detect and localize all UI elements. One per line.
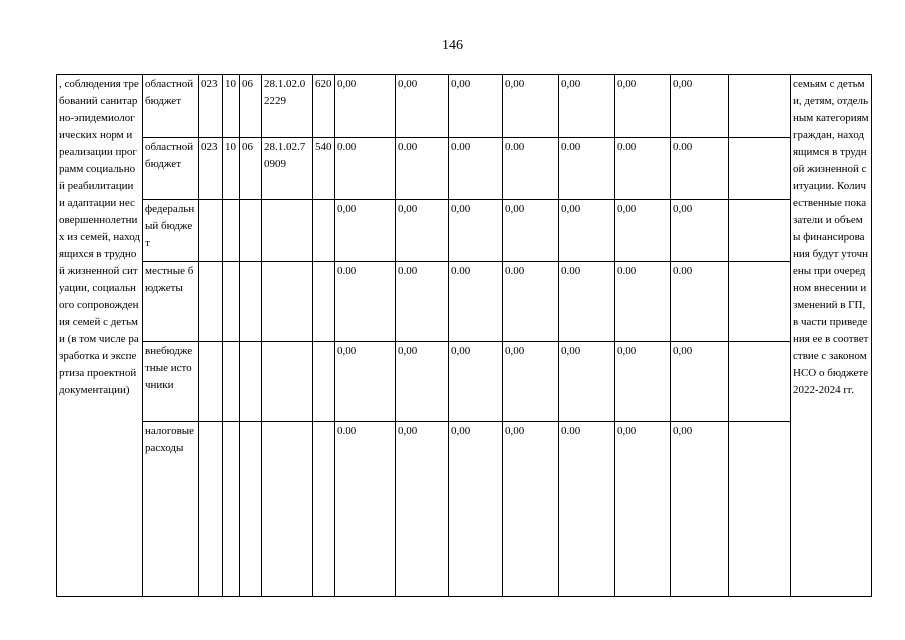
table-row (57, 138, 872, 200)
subsection-code-cell (240, 342, 262, 422)
subsection-code-cell: 06 (240, 138, 262, 200)
empty-cell (729, 200, 791, 262)
funding-source-cell: налоговые расходы (143, 422, 199, 597)
grbs-code-cell (199, 262, 223, 342)
value-cell: 0,00 (559, 200, 615, 262)
target-article-code-cell (262, 200, 313, 262)
value-cell: 0,00 (396, 422, 449, 597)
value-cell: 0.00 (671, 262, 729, 342)
value-cell: 0,00 (615, 75, 671, 138)
value-cell: 0.00 (396, 262, 449, 342)
table-row (57, 200, 872, 262)
empty-cell (729, 342, 791, 422)
value-cell: 0,00 (449, 342, 503, 422)
subsection-code-cell (240, 422, 262, 597)
value-cell: 0.00 (559, 138, 615, 200)
value-cell: 0,00 (503, 75, 559, 138)
grbs-code-cell (199, 342, 223, 422)
section-code-cell (223, 262, 240, 342)
table-row (57, 342, 872, 422)
expense-type-code-cell (313, 262, 335, 342)
value-cell: 0.00 (396, 138, 449, 200)
value-cell: 0,00 (396, 342, 449, 422)
measure-description-cell: , соблюдения требований санитарно-эпидемиологических норм и реализации программ социальной реабилитации и адаптации несовершеннолетних из семей, находящихся в трудной жизненной ситуации, социального сопровождения семей с детьми (в том числе разработка и экспертиза проектной документации) (57, 75, 143, 597)
value-cell: 0.00 (503, 138, 559, 200)
subsection-code-cell: 06 (240, 75, 262, 138)
section-code-cell (223, 200, 240, 262)
value-cell: 0.00 (615, 138, 671, 200)
value-cell: 0,00 (615, 342, 671, 422)
target-article-code-cell (262, 422, 313, 597)
value-cell: 0.00 (671, 138, 729, 200)
value-cell: 0,00 (615, 200, 671, 262)
section-code-cell (223, 342, 240, 422)
value-cell: 0,00 (396, 200, 449, 262)
subsection-code-cell (240, 262, 262, 342)
value-cell: 0,00 (335, 200, 396, 262)
value-cell: 0,00 (559, 342, 615, 422)
value-cell: 0.00 (449, 262, 503, 342)
value-cell: 0,00 (559, 75, 615, 138)
funding-source-cell: местные бюджеты (143, 262, 199, 342)
value-cell: 0,00 (615, 422, 671, 597)
empty-cell (729, 262, 791, 342)
value-cell: 0,00 (671, 200, 729, 262)
grbs-code-cell (199, 422, 223, 597)
target-article-code-cell: 28.1.02.02229 (262, 75, 313, 138)
expense-type-code-cell: 620 (313, 75, 335, 138)
section-code-cell: 10 (223, 138, 240, 200)
expense-type-code-cell: 540 (313, 138, 335, 200)
value-cell: 0,00 (671, 342, 729, 422)
grbs-code-cell: 023 (199, 138, 223, 200)
page-number: 146 (442, 38, 463, 53)
value-cell: 0,00 (671, 75, 729, 138)
section-code-cell (223, 422, 240, 597)
target-article-code-cell (262, 342, 313, 422)
target-article-code-cell: 28.1.02.70909 (262, 138, 313, 200)
value-cell: 0,00 (449, 75, 503, 138)
value-cell: 0,00 (449, 200, 503, 262)
subsection-code-cell (240, 200, 262, 262)
expense-type-code-cell (313, 422, 335, 597)
empty-cell (729, 138, 791, 200)
table-row (57, 262, 872, 342)
target-article-code-cell (262, 262, 313, 342)
value-cell: 0,00 (335, 342, 396, 422)
funding-source-cell: федеральный бюджет (143, 200, 199, 262)
value-cell: 0,00 (449, 422, 503, 597)
expense-type-code-cell (313, 200, 335, 262)
table-row (57, 422, 872, 597)
funding-source-cell: внебюджетные источники (143, 342, 199, 422)
empty-cell (729, 75, 791, 138)
value-cell: 0.00 (449, 138, 503, 200)
value-cell: 0,00 (396, 75, 449, 138)
value-cell: 0,00 (335, 75, 396, 138)
grbs-code-cell: 023 (199, 75, 223, 138)
value-cell: 0.00 (503, 262, 559, 342)
value-cell: 0.00 (335, 422, 396, 597)
value-cell: 0.00 (335, 138, 396, 200)
value-cell: 0,00 (503, 200, 559, 262)
value-cell: 0,00 (671, 422, 729, 597)
value-cell: 0,00 (503, 422, 559, 597)
grbs-code-cell (199, 200, 223, 262)
note-cell: семьям с детьми, детям, отдельным категориям граждан, находящимся в трудной жизненной ситуации. Количественные показатели и объемы финансирования будут уточнены при очередном внесении изменений в ГП, в части приведения ее в соответствие с законом НСО о бюджете 2022-2024 гг. (791, 75, 872, 597)
value-cell: 0.00 (615, 262, 671, 342)
section-code-cell: 10 (223, 75, 240, 138)
value-cell: 0.00 (559, 422, 615, 597)
budget-table (56, 74, 872, 597)
value-cell: 0.00 (559, 262, 615, 342)
expense-type-code-cell (313, 342, 335, 422)
funding-source-cell: областной бюджет (143, 75, 199, 138)
value-cell: 0,00 (503, 342, 559, 422)
table-row (57, 75, 872, 138)
empty-cell (729, 422, 791, 597)
funding-source-cell: областной бюджет (143, 138, 199, 200)
value-cell: 0.00 (335, 262, 396, 342)
